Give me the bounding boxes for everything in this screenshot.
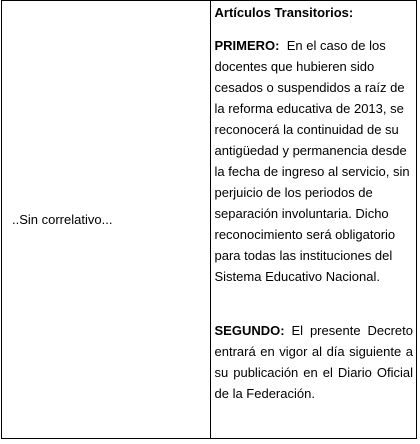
segundo-lead: SEGUNDO: [214,323,285,338]
article-primero [215,35,414,287]
left-cell-text: ..Sin correlativo... [12,212,113,227]
left-cell [2,1,211,439]
comparison-table [1,0,417,439]
table-row [2,1,417,439]
primero-text: En el caso de los docentes que hubieren sido cesados o suspendidos a raíz de la reforma educativa de 2013, se reconocerá la continuidad de su antigüedad y permanencia desde la fecha de ingreso al servicio, sin perjuicio de los periodos de separación involuntaria. Dicho reconocimiento será obligatorio para todas las instituciones del Sistema Educativo Nacional. [214,38,410,284]
transitory-articles-heading: Artículos Transitorios: [214,5,354,20]
segundo-text: El presente Decreto entrará en vigor al día siguiente a su publicación en el Diario Oficial de la Federación. [214,323,413,401]
primero-lead: PRIMERO: [214,38,280,53]
right-cell [210,1,417,439]
article-segundo [215,320,414,404]
